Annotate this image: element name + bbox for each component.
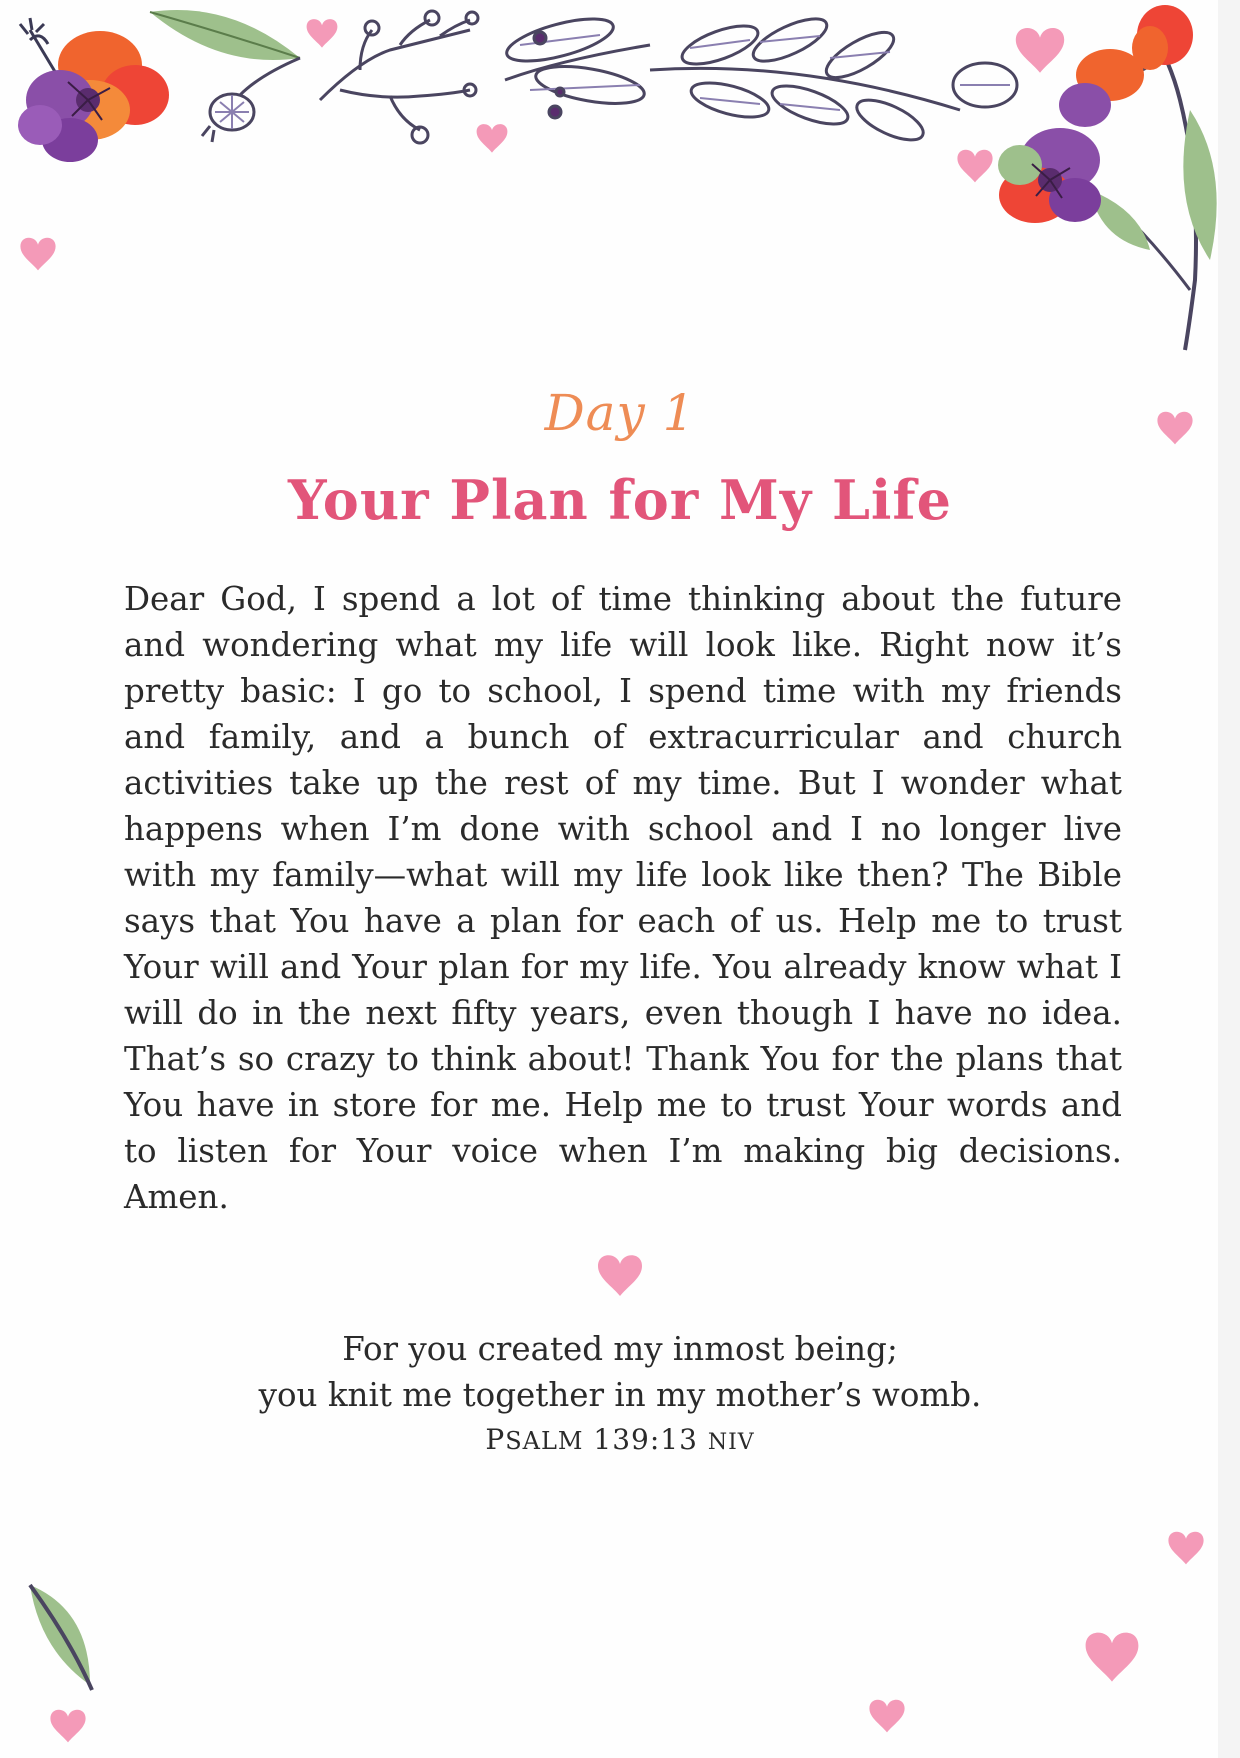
verse-line-1: For you created my inmost being; xyxy=(342,1330,898,1368)
flower-icon xyxy=(998,5,1217,350)
verse-reference xyxy=(0,1418,1240,1465)
leaf-sprig-icon xyxy=(503,10,650,118)
flower-icon xyxy=(18,18,169,162)
verse-reference-version: NIV xyxy=(707,1430,755,1455)
verse-reference-book: SALM xyxy=(505,1427,584,1455)
verse-reference-chapter: 139:13 xyxy=(593,1423,698,1456)
day-label: Day 1 xyxy=(544,384,696,442)
verse-reference-initial: P xyxy=(485,1423,506,1456)
page-edge-shadow xyxy=(1218,0,1240,1758)
verse-line-2: you knit me together in my mother’s womb. xyxy=(258,1376,982,1414)
leaf-sprig-icon xyxy=(650,10,1017,147)
leaf-sprig-icon xyxy=(30,1585,92,1690)
page-title: Your Plan for My Life xyxy=(287,468,953,532)
prayer-text: Dear God, I spend a lot of time thinking about the future and wondering what my life will look like. Right now it’s pretty basic: I go to school, I spend time with my friends and family, and a bunch of extracurricular and church activities take up the rest of my time. But I wonder what happens when I’m done with school and I no longer live with my family—what will my life look like then? The Bible says that You have a plan for each of us. Help me to trust Your will and Your plan for my life. You already know what I will do in the next fifty years, even though I have no idea. That’s so crazy to think about! Thank You for the plans that You have in store for me. Help me to trust Your words and to listen for Your voice when I’m making big decisions. Amen. xyxy=(124,580,1122,1216)
scripture-verse xyxy=(0,1326,1240,1465)
leaf-sprig-icon xyxy=(150,10,300,142)
berry-branch-icon xyxy=(320,11,478,143)
